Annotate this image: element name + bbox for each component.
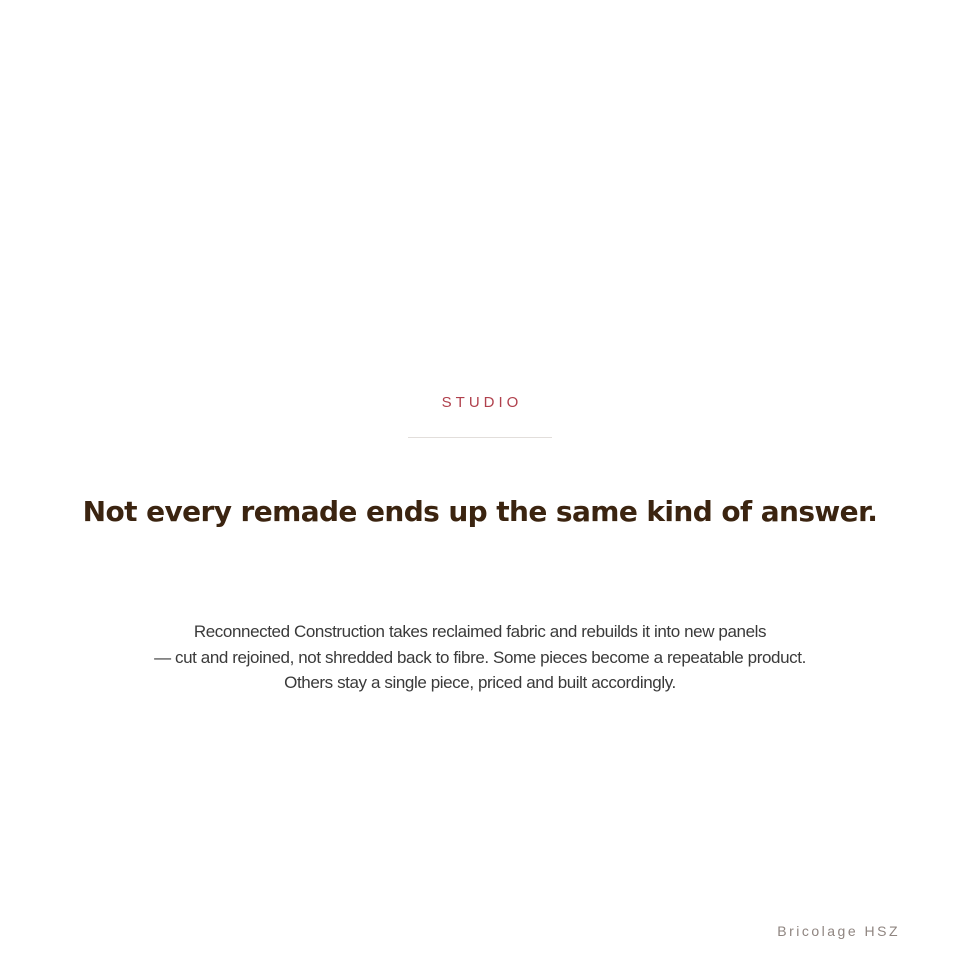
body-line: Others stay a single piece, priced and built accordingly. — [284, 673, 676, 692]
body-line: — cut and rejoined, not shredded back to fibre. Some pieces become a repeatable product. — [154, 647, 806, 667]
section-body — [80, 619, 880, 696]
brand-signature: Bricolage HSZ — [777, 923, 900, 939]
section-headline: Not every remade ends up the same kind of answer. — [82, 495, 878, 528]
body-line: Reconnected Construction takes reclaimed fabric and rebuilds it into new panels — [193, 622, 767, 641]
section-divider — [408, 437, 552, 438]
section-eyebrow: STUDIO — [441, 394, 523, 411]
